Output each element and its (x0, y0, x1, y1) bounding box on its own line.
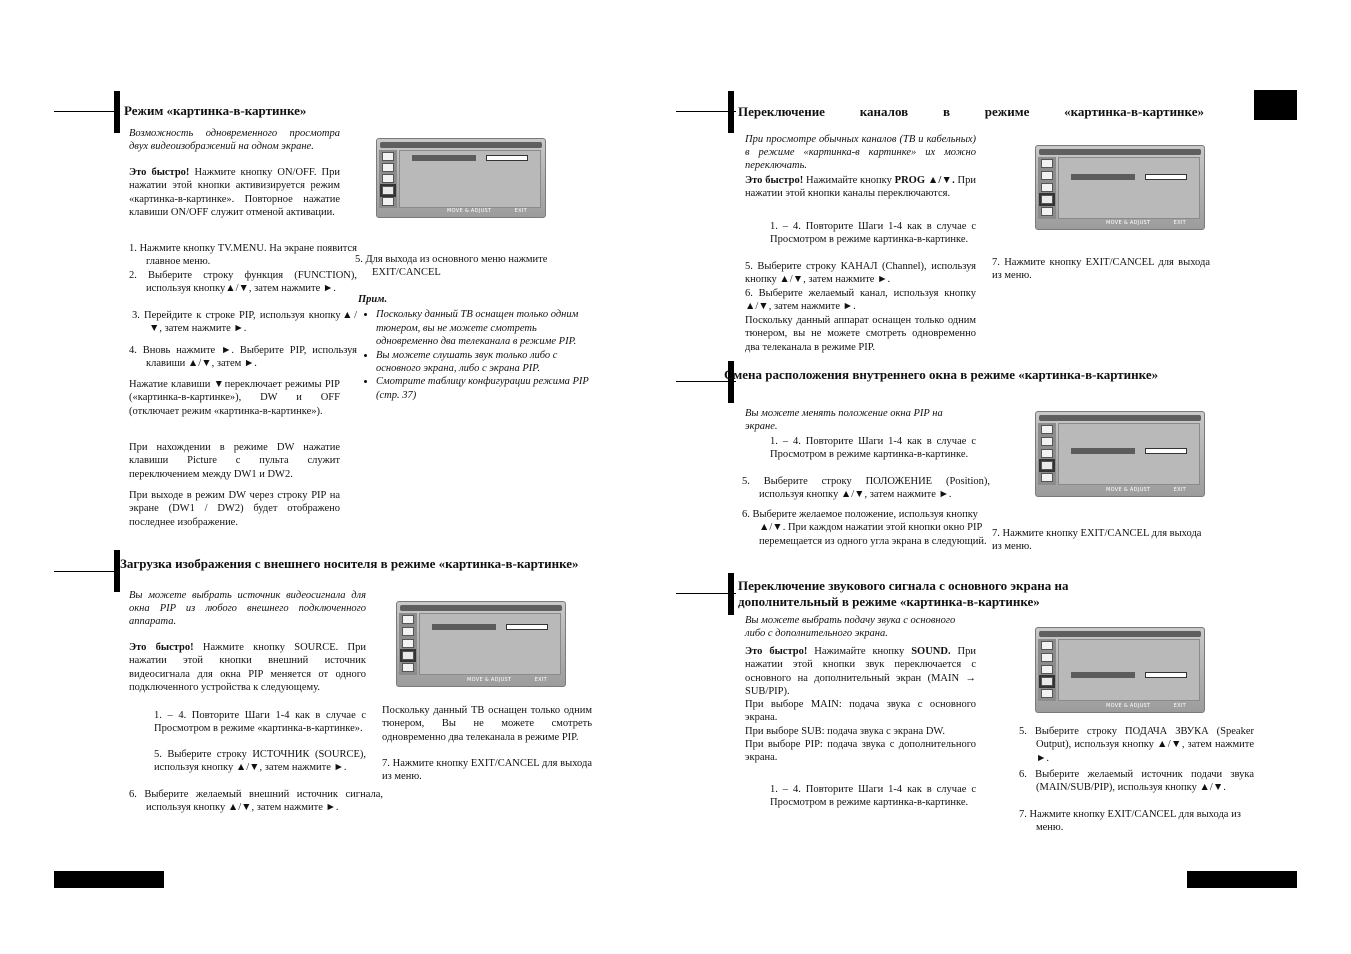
section-title-text: Переключение каналов в режиме «картинка-в-картинке» (738, 104, 1204, 119)
step-3: 3. Перейдите к строке PIP, используя кнопку▲/▼, затем нажмите ►. (132, 310, 357, 335)
step-5-channel: 5. Выберите строку КАНАЛ (Channel), используя кнопку ▲/▼, затем нажмите ►. (745, 261, 976, 286)
rule-right-3 (676, 593, 736, 594)
step-7-exit: 7. Нажмите кнопку EXIT/CANCEL для выхода из меню. (992, 257, 1210, 282)
step-1: 1. Нажмите кнопку TV.MENU. На экране появится главное меню. (129, 243, 357, 268)
osd-exit-label: EXIT (1173, 220, 1186, 226)
osd-move-label: MOVE & ADJUST (1106, 220, 1151, 226)
rule-right-1 (676, 111, 736, 112)
quick-tip-text: Нажимайте кнопку (803, 175, 895, 186)
section-title-pip-mode: Режим «картинка-в-картинке» (124, 103, 307, 118)
quick-tip-key: SOUND. (911, 646, 951, 657)
paragraph-single-tuner: Поскольку данный ТВ оснащен только одним тюнером, Вы не можете смотреть одновременно два телеканала в режиме PIP. (382, 705, 592, 743)
step-7-exit: 7. Нажмите кнопку EXIT/CANCEL для выхода из меню. (382, 758, 592, 783)
osd-move-label: MOVE & ADJUST (1106, 703, 1151, 709)
osd-menu-screenshot (1035, 411, 1205, 497)
note-item: • Смотрите таблицу конфигурации режима PIP (стр. 37) (376, 375, 592, 402)
step-5-speaker: 5. Выберите строку ПОДАЧА ЗВУКА (Speaker Output), используя кнопку ▲/▼, затем нажмите ►. (1019, 726, 1254, 764)
osd-menu-screenshot (1035, 145, 1205, 230)
footer-bar-right (1187, 871, 1297, 888)
note-item: • Поскольку данный ТВ оснащен только одним тюнером, вы не можете смотреть одновременно два телеканала в режиме PIP. (376, 308, 592, 348)
paragraph-dw-picture: При нахождении в режиме DW нажатие клавиши Picture с пульта служит переключением между DW1 и DW2. (129, 442, 340, 480)
step-6-channel: 6. Выберите желаемый канал, используя кнопку ▲/▼, затем нажмите ►. (745, 288, 976, 313)
heading-bar-right-3 (728, 573, 734, 615)
step-7-exit: 7. Нажмите кнопку EXIT/CANCEL для выхода из меню. (1019, 809, 1241, 834)
step-7-exit: 7. Нажмите кнопку EXIT/CANCEL для выхода из меню. (992, 528, 1202, 553)
step-1-4: 1. – 4. Повторите Шаги 1-4 как в случае с Просмотром в режиме картинка-в-картинке. (770, 221, 976, 246)
section-subtitle-window-position: Вы можете менять положение окна PIP на экране. (745, 408, 943, 432)
quick-tip-source (129, 641, 366, 695)
section-subtitle-external-source: Вы можете выбрать источник видеосигнала для окна PIP из любого внешнего подключенного аппарата. (129, 590, 366, 627)
paragraph-mode-switch: Нажатие клавиши ▼переключает режимы PIP («картинка-в-картинке»), DW и OFF (отключает режим «картинка-в-картинке»). (129, 379, 340, 417)
quick-tip-label: Это быстро! (745, 175, 804, 186)
note-item: • Вы можете слушать звук только либо с основного экрана, либо с экрана PIP. (376, 349, 592, 376)
quick-tip-text: При нажатии этой кнопки каналы переключаются. (745, 175, 977, 200)
section-title-window-position: Смена расположения внутреннего окна в режиме «картинка-в-картинке» (724, 367, 1159, 382)
step-1-4: 1. – 4. Повторите Шаги 1-4 как в случае с Просмотром в режиме картинка-в-картинке. (770, 784, 976, 809)
quick-tip-prog (745, 174, 976, 201)
osd-exit-label: EXIT (514, 208, 527, 214)
rule-left-1 (54, 111, 120, 112)
step-5-position: 5. Выберите строку ПОЛОЖЕНИЕ (Position), используя кнопку ▲/▼, затем нажмите ►. (742, 476, 990, 501)
osd-menu-screenshot (1035, 627, 1205, 713)
osd-exit-label: EXIT (1173, 487, 1186, 493)
osd-move-label: MOVE & ADJUST (447, 208, 492, 214)
section-title-sound-switch: Переключение звукового сигнала с основного экрана на дополнительный в режиме «картинка-в-картинке» (738, 578, 1069, 609)
footer-bar-left (54, 871, 164, 888)
step-6-source: 6. Выберите желаемый внешний источник сигнала, используя кнопку ▲/▼, затем нажмите ►. (129, 789, 383, 814)
quick-tip-label: Это быстро! (129, 167, 190, 178)
rule-left-2 (54, 571, 120, 572)
notes-label: Прим. (358, 294, 388, 305)
section-subtitle-sound-switch: Вы можете выбрать подачу звука с основного либо с дополнительного экрана. (745, 615, 956, 639)
page-tab-marker (1254, 90, 1297, 120)
osd-exit-label: EXIT (1173, 703, 1186, 709)
step-1-4: 1. – 4. Повторите Шаги 1-4 как в случае с Просмотром в режиме картинка-в-картинке. (770, 436, 976, 461)
section-title-channel-switch (738, 104, 1204, 120)
heading-bar-left-1 (114, 91, 120, 133)
osd-move-label: MOVE & ADJUST (1106, 487, 1151, 493)
osd-menu-screenshot (396, 601, 566, 687)
quick-tip-text: Нажмите кнопку ON/OFF. При нажатии этой кнопки активизируется режим «картинка-в-картинке». Повторное нажатие клавиши ON/OFF служит отменой активации. (129, 167, 340, 219)
quick-tip-text: При нажатии этой кнопки звук переключается с основного на дополнительный экран (MAIN → SUB/PIP). (745, 646, 976, 698)
sound-pip-text: При выборе PIP: подача звука с дополнительного экрана. (745, 739, 976, 764)
osd-move-label: MOVE & ADJUST (467, 677, 512, 683)
paragraph-single-tuner: Поскольку данный аппарат оснащен только одним тюнером, вы не можете смотреть одновременно два телеканала в режиме PIP. (745, 315, 976, 353)
quick-tip-label: Это быстро! (129, 642, 194, 653)
step-6-speaker: 6. Выберите желаемый источник подачи звука (MAIN/SUB/PIP), используя кнопку ▲/▼. (1019, 769, 1254, 794)
quick-tip-text: Нажимайте кнопку (807, 646, 912, 657)
notes-block (358, 293, 592, 402)
step-4: 4. Вновь нажмите ►. Выберите PIP, используя клавиши ▲/▼, затем ►. (129, 345, 357, 370)
quick-tip-key: PROG ▲/▼. (894, 175, 955, 186)
quick-tip-pip (129, 166, 340, 220)
osd-menu-screenshot (376, 138, 546, 218)
quick-tip-text: Нажмите кнопку SOURCE. При нажатии этой кнопки внешний источник видеосигнала для окна PIP меняется от одного подключенного устройства к следующему. (129, 642, 366, 694)
sound-main-text: При выборе MAIN: подача звука с основного экрана. (745, 699, 976, 724)
section-subtitle-channel-switch: При просмотре обычных каналов (ТВ и кабельных) в режиме «картинка-в картинке» их можно переключать. (745, 134, 976, 171)
sound-sub-text: При выборе SUB: подача звука с экрана DW. (745, 726, 945, 737)
section-title-external-source: Загрузка изображения с внешнего носителя в режиме «картинка-в-картинке» (120, 556, 579, 571)
quick-tip-sound (745, 645, 976, 699)
section-subtitle-pip-mode: Возможность одновременного просмотра двух видеоизображений на одном экране. (129, 128, 340, 152)
step-1-4: 1. – 4. Повторите Шаги 1-4 как в случае с Просмотром в режиме «картинка-в-картинке». (154, 710, 366, 735)
step-5-exit: 5. Для выхода из основного меню нажмите EXIT/CANCEL (355, 254, 548, 279)
step-6-position: 6. Выберите желаемое положение, используя кнопку ▲/▼. При каждом нажатии этой кнопки окно PIP перемещается из одного угла экрана в следующий. (742, 509, 987, 547)
paragraph-dw-exit: При выходе в режим DW через строку PIP на экране (DW1 / DW2) будет отображено последнее изображение. (129, 490, 340, 528)
heading-bar-right-1 (728, 91, 734, 133)
step-5-source: 5. Выберите строку ИСТОЧНИК (SOURCE), используя кнопку ▲/▼, затем нажмите ►. (154, 749, 366, 774)
step-2: 2. Выберите строку функция (FUNCTION), используя кнопку▲/▼, затем нажмите ►. (129, 270, 357, 295)
quick-tip-label: Это быстро! (745, 646, 808, 657)
osd-exit-label: EXIT (534, 677, 547, 683)
